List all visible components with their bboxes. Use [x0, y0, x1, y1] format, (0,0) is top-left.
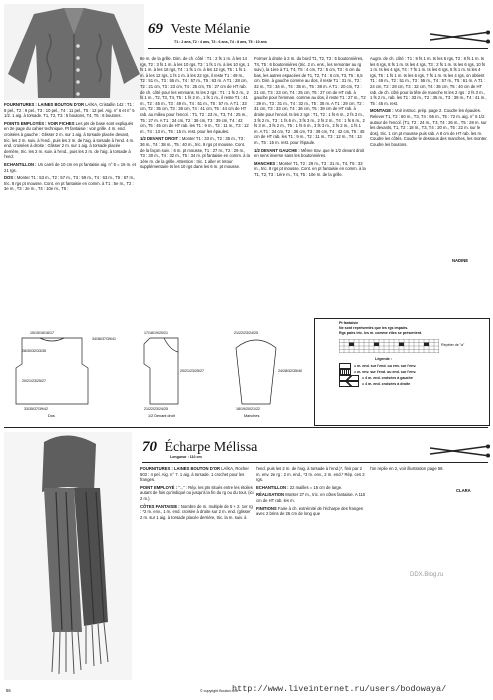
paragraph-heading: MANCHES : — [254, 160, 278, 166]
paragraph-heading: 1/2 DEVANT GAUCHE : — [254, 147, 300, 153]
paragraph-text: Voir instruc. prép. page 2. Coudre les épaules. Relever T1, T2 : 60 m., T3, T4 : 66 m., T5 : 72 m. aig. n° 5 1/2 autour de l'encol. (T1, T2 : 24 m., T3, T4 : 26 m., T5 : 28 m. sur les devants, T1, T2 : 18 m., T3, T4 : 20 m., T5 : 22 m. sur le dos), tric. 1 cm pt mousse puis rab. A 8 cm de HT rab. les m. Coudre les côtés. Coudre le dessous des manches, les monter. Coudre les boutons. — [370, 108, 488, 147]
needles-icon — [430, 444, 490, 458]
paragraph-heading: RÉALISATION — [256, 492, 285, 498]
front-size-h: 20/21/23/25/27 — [180, 369, 204, 373]
paragraph-text: Les pts de base sont expliqués en 2e page du cahier technique. Pt fantaisie : voir grille. 4 m. end. croisées à gauche : Glisser 2 m. sur 1 aig. à torsade placée devant, tric. les 2 m. suiv. à l'end., puis les 2 m. de l'aig. à torsade à l'end. 4 m. end. croisées à droite : Glisser 2 m. sur 1 aig. à torsade placée derrière, tric. les 2 m. suiv. à l'end., puis les 2 m. de l'aig. à torsade à l'end. — [4, 120, 135, 160]
chart-note-2: Rgs pairs tric. les m. comme elles se présentent. — [339, 331, 423, 335]
paragraph-heading: ECHANTILLON : — [256, 484, 289, 490]
paragraph-heading: MONTAGE : — [370, 108, 394, 114]
paragraph-heading: FINITIONS — [256, 505, 277, 511]
paragraph — [254, 161, 366, 178]
paragraph-heading: CÔTES FANTAISIE : — [140, 503, 180, 509]
back-schematic — [16, 331, 116, 418]
front-label: 1/2 Devant droit — [148, 414, 175, 418]
paragraph — [370, 466, 488, 472]
paragraph — [4, 121, 136, 160]
legend-list — [339, 363, 487, 387]
pattern-title: Veste Mélanie — [170, 22, 251, 37]
source-url-link[interactable]: http://www.liveinternet.ru/users/bodowaya/ — [232, 684, 447, 694]
paragraph — [256, 466, 366, 483]
sleeve-size-top: 21/22/23/24/25 — [234, 331, 258, 335]
paragraph — [4, 175, 136, 192]
header-rule — [148, 48, 488, 49]
repeat-label: Répéter de "a" — [441, 343, 465, 347]
back-label: Dos — [48, 414, 55, 418]
paragraph-heading: POINTS EMPLOYÉS : VOIR FICHES — [4, 120, 75, 126]
paragraph — [140, 485, 254, 502]
back-size-bottom: 33/35/37/39/42 — [24, 407, 48, 411]
paragraph — [370, 56, 488, 106]
stitch-chart-box — [314, 318, 490, 426]
needles-icon — [430, 30, 490, 44]
front-size-bottom: 21/22/23/24/25 — [144, 407, 168, 411]
schematics-panel — [4, 324, 308, 420]
legend-item: = 4 m. end. croisées à droite — [339, 381, 487, 387]
front-size-top: 17/18/19/20/21 — [144, 331, 168, 335]
back-size-top: 15/15/16/16/17 — [30, 331, 54, 335]
pattern-title: Écharpe Mélissa — [164, 440, 258, 455]
page-number: 56 — [6, 688, 11, 693]
scarf-illustration — [4, 432, 132, 680]
paragraph-text: "..." : Rép. les pts situés entre les étoiles autant de fois qu'indiqué ou jusqu'à la fin du rg ou du tour, (ici 2 m.). — [140, 484, 254, 501]
paragraph — [140, 136, 250, 170]
paragraph — [140, 504, 254, 521]
pattern-69-col-4 — [370, 56, 488, 256]
legend-item: = m. env. sur l'end. ou end. sur l'env. — [339, 369, 487, 375]
back-size-mid: 28/30/32/33/35 — [22, 349, 46, 353]
paragraph-text: Nombre de m. multiple de 5 + 2. 1er rg : *2 m. env., 1 m. end. croisée à droite sur 2 m. end. (glisser 2 m. sur 1 aig. à torsade placée derrière, tric. la m. suiv. à — [140, 503, 253, 520]
pattern-number: 69 — [148, 21, 163, 37]
scarf-photo — [4, 432, 132, 680]
jacket-illustration — [4, 4, 144, 100]
legend-title: Légende : — [375, 357, 392, 361]
paragraph-text: l'end. puis les 2 m. de l'aig. à torsade à l'end.)*, finir par 2 m. env. 2e rg : 2 m. end., *3 m. env., 2 m. end.* Rép. ces 2 rgs. — [256, 466, 365, 483]
paragraph-heading: FOURNITURES : LAINES BOUTON D'OR — [140, 466, 221, 471]
sizes-line: T1 : 2 ans, T2 : 4 ans, T3 : 6 ans, T4 : 8 ans, T5 : 10 ans — [174, 40, 267, 44]
pattern-69-col-3 — [254, 56, 366, 304]
cable-right-symbol-icon — [339, 381, 359, 387]
pattern-70-col-2 — [256, 466, 366, 596]
watermark: DDX.Blog.ru — [410, 572, 444, 578]
sleeve-schematic — [234, 331, 302, 418]
section-divider — [4, 427, 488, 428]
paragraph-text: Monter T1 : 53 m., T2 : 57 m., T3 : 59 m., T4 : 63 m., T5 : 67 m., tric. 8 rgs pt mousse. Cont. en pt fantaisie en comm. à T1 : 5e m., T2 : 3e m., T3 : 2e m., T4 : 10e m., T5 : — [4, 175, 136, 192]
paragraph-text: Même trav. que le 1/2 devant droit en sens inverse sans les boutonnières. — [254, 147, 365, 159]
paragraph-text: LAÏKA, Rocher 503 : 4 pel. Aig. n° 7. 1 aig. à torsade. 1 crochet pour les franges. — [140, 466, 249, 483]
paragraph-heading: DOS : — [4, 175, 16, 181]
paragraph — [4, 102, 136, 119]
paragraph-text: Former à droite à 2 m. du bord T1, T2, T3 : 5 boutonnières, T4, T5 : 6 boutonnières (tric. 2 m. ens., les remonter au rg suiv.), la 1ère à T1, T4, T5 : 4 cm, T2 : 5 cm, T3 : 6 cm du bas, les autres espacées de T1, T2, T4 : 6 cm, T3, T5 : 6,5 cm. Dim. à gauche comme au dos, il reste T1 : 31 m., T2 : 32 m., T3 : 34 m., T4 : 35 m., T5 : 38 m. A T1 : 20 cm, T2 : 21 cm, T3 : 23 cm, T4 : 25 cm, T5 : 27 cm de HT rab. à gauche pour l'emman. comme au dos, il reste T1 : 27 m., T2 : 29 m., T3 : 31 m., T4 : 32 m., T5 : 35 m. A T1 : 29 cm, T2 : 31 cm, T3 : 33 cm, T4 : 36 cm, T5 : 39 cm de HT rab. à droite pour l'encol. ts les 2 rgs : T1, T2 : 1 fs 6 m., 2 fs 3 m., 3 fs 2 m., T3 : 1 fs 6 m., 3 fs 3 m., 2 fs 2 m., T4 : 1 fs 6 m., 2 fs 3 m., 3 fs 2 m., T5 : 1 fs 6 m., 3 fs 3 m., 2 fs 2 m., 1 fs 1 m. A T1 : 34 cm, T2 : 36 cm, T3 : 39 cm, T4 : 42 cm, T5 : 45 cm de HT rab. les T1 : 9 m., T2 : 11 m., T3 : 12 m., T4 : 13 m., T5 : 15 m. rest. pour l'épaule. — [254, 56, 366, 145]
paragraph — [4, 162, 136, 173]
pattern-70-col-1 — [140, 466, 254, 596]
legend-item: = 4 m. end. croisées à gauche — [339, 375, 487, 381]
stitch-grid — [339, 339, 439, 353]
paragraph — [256, 485, 366, 491]
paragraph-text: l'on replie en 2, voir illustration page 58. — [370, 466, 444, 471]
paragraph — [256, 506, 366, 517]
paragraph-text: LAÏKA, Cristallin 142 : T1 : 8 pel., T2 : 9 pel., T3 : 10 pel., T4 : 11 pel., T5 : 12 pel. Aig. n° 6 et n° 5 1/2. 1 aig. à torsade. T1, T2, T3 : 5 boutons, T4, T5 : 6 boutons. — [4, 102, 135, 119]
sleeve-size-h: 24/28/32/35/40 — [278, 369, 302, 373]
paragraph — [140, 56, 250, 134]
paragraph — [140, 466, 254, 483]
paragraph-heading: FOURNITURES : LAINES BOUTON D'OR — [4, 102, 85, 107]
paragraph-heading: 1/2 DEVANT DROIT : — [140, 136, 181, 142]
paragraph — [256, 492, 366, 503]
paragraph-text: 8e m. de la grille. Dim. de ch. côté : T1 : 2 fs 1 m. à les 14 rgs, T2 : 3 fs 1 m. à les 10 rgs, T3 : 1 fs 1 m. à les 10 rgs, 1 fs 1 m. à les 16 rgs, T4 : 1 fs 1 m. à les 12 rgs, T5 : 1 fs 1 m. à les 12 rgs, 1 fs 1 m. à les 22 rgs, il reste T1 : 49 m., T2 : 51 m., T3 : 55 m., T4 : 57 m., T5 : 63 m. A T1 : 28 cm, T2 : 21 cm, T3 : 23 cm, T4 : 25 cm, T5 : 27 cm de HT rab. de ch. côté pour les emmans. ts les 2 rgs : T1 : 1 fs 2 m., 2 fs 1 m., T2, T3, T4, T5 : 1 fs 2 m., 1 fs 1 m., il reste T1 : 41 m., T2 : 45 m., T3 : 49 m., T4 : 51 m., T5 : 57 m. A T1 : 33 cm, T2 : 35 cm, T3 : 38 cm, T4 : 41 cm, T5 : 44 cm de HT rab. au milieu pour l'encol. : T1, T2 : 23 m., T3, T4 : 25 m., T5 : 27 m. A T1 : 34 cm, T2 : 36 cm, T3 : 39 cm, T4 : 42 cm, T5 : 45 cm de HT rab. les T1 : 9 m., T2 : 11 m., T3 : 12 m., T4 : 13 m., T5 : 15 m. rest. pour les épaules. — [140, 56, 250, 134]
sleeve-label: Manches — [244, 414, 260, 418]
designer-nadine: NADINE — [452, 258, 469, 263]
designer-clara: CLARA — [456, 488, 471, 493]
paragraph-text: Augm. de ch. côté : T1 : 9 fs 1 m. ts les 6 rgs, T2 : 8 fs 1 m. ts les 6 rgs, 8 fs 1 m. ts les 4 rgs, T3 : 2 fs 1 m. ts les 6 rgs, 10 fs 1 m. ts les 4 rgs, T4 : 7 fs 1 m. ts les 6 rgs, 5 fs 1 m. ts les 4 rgs, T5 : 1 fs 1 m. ts les 6 rgs, 7 fs 1 m. ts les 4 rgs, on obtient T1 : 49 m., T2 : 51 m., T3 : 55 m., T4 : 57 m., T5 : 61 m. A T1 : 24 cm, T2 : 28 cm, T3 : 32 cm, T4 : 35 cm, T5 : 40 cm de HT rab. de ch. côté pour la tête de manche ts les 2 rgs : 2 fs 3 m., 1 fs 2 m., rab. les T1 : 33 m., T2 : 35 m., T3 : 39 m., T4 : 41 m., T5 : 45 m. rest. — [370, 56, 487, 106]
pattern-number: 70 — [142, 439, 157, 455]
paragraph-text: 22 mailles = 15 cm de large. — [289, 484, 343, 490]
chart-note-1: Ne sont représentés que les rgs impairs. — [339, 326, 409, 330]
paragraph-text: Faire à ch. extrémité de l'écharpe des franges avec 2 brins de 26 cm de long que — [256, 505, 363, 517]
paragraph-text: Monter 27 m., tric. en côtes fantaisie. A 110 cm de HT rab. les m. — [256, 492, 366, 503]
paragraph — [254, 56, 366, 146]
back-size-width: 34/36/37/39/41 — [92, 337, 116, 341]
copyright: © copyright Bouton d'Or — [200, 689, 239, 693]
pattern-69-col-2 — [140, 56, 250, 304]
chart-title: Pt fantaisie — [339, 321, 359, 325]
back-size-h: 20/21/23/25/27 — [22, 379, 46, 383]
paragraph — [370, 108, 488, 147]
paragraph-heading: POINT EMPLOYÉ : — [140, 484, 177, 490]
paragraph-text: Monter T1, T2 : 29 m., T3 : 31 m., T4, T5 : 33 m., tric. 8 rgs pt mousse. Cont. en pt fantaisie en comm. à la T1, T2, T3 : 1ère m., T4, T5 : 10e m. de la grille. — [254, 160, 366, 177]
sleeve-size-bottom: 18/19/20/21/22 — [236, 407, 260, 411]
paragraph-text: Un carré de 10 cm en pt fantaisie aig. n° 6 = 16 m. et 21 rgs. — [4, 161, 136, 173]
front-schematic — [144, 331, 204, 418]
paragraph-heading: ECHANTILLON : — [4, 161, 37, 167]
legend-item: = m. end. sur l'end. ou env. sur l'env. — [339, 363, 487, 369]
length-line: Longueur : 110 cm — [170, 455, 202, 459]
paragraph — [254, 148, 366, 159]
header-rule — [142, 462, 488, 463]
pattern-69-col-1 — [4, 102, 136, 320]
jacket-photo — [4, 4, 144, 100]
paragraph-text: Monter T1 : 33 m., T2 : 35 m., T3 : 36 m., T4 : 38 m., T5 : 40 m., tric. 8 rgs pt mousse. Cont. de la façon suiv. : 6 m. pt mousse, T1 : 27 m., T2 : 29 m., T3 : 30 m., T4 : 32 m., T5 : 34 m. pt fantaisie en comm. à la 1ère m. de la grille. Attention : tric. 1 aller et retour supplémentaire ts les 10 rgs dans les 6 m. pt mousse. — [140, 136, 250, 170]
